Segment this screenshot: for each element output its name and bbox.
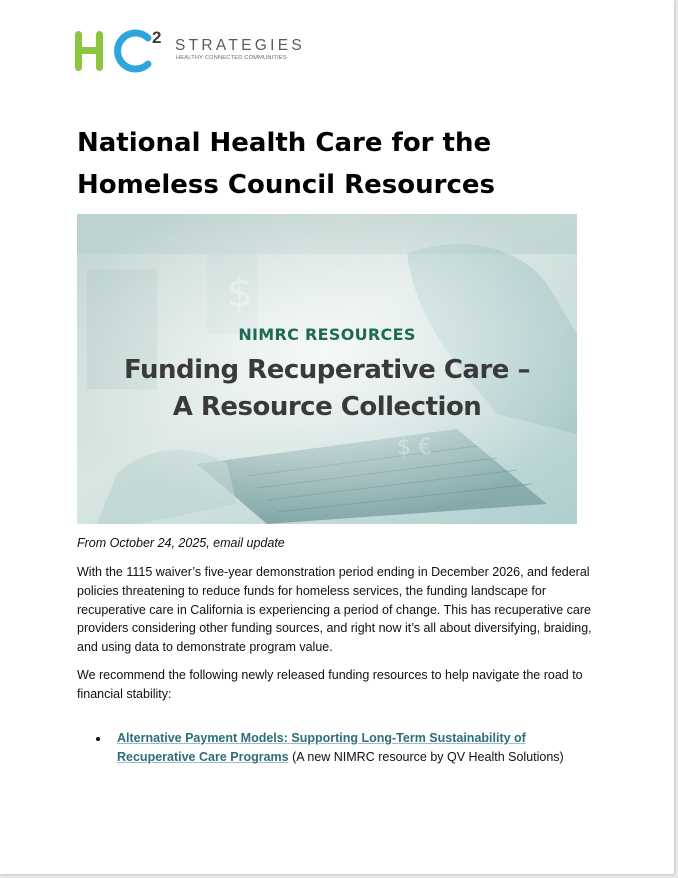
title-line-2: Homeless Council Resources	[77, 170, 495, 200]
resource-list	[96, 729, 596, 767]
email-dateline: From October 24, 2025, email update	[77, 536, 285, 550]
hero-heading-line-1: Funding Recuperative Care –	[124, 355, 530, 385]
document-title	[77, 122, 597, 206]
resource-note: (A new NIMRC resource by QV Health Solutions)	[288, 750, 564, 764]
logo-tagline: HEALTHY CONNECTED COMMUNITIES	[176, 55, 287, 61]
list-item	[96, 729, 596, 767]
hc2-strategies-logo	[74, 28, 314, 76]
body-paragraph-waiver: With the 1115 waiver’s five-year demonstration period ending in December 2026, and federal policies threatening to reduce funds for homeless services, the funding landscape for recuperative care in California is experiencing a period of change. This has recuperative care providers considering other funding sources, and right now it’s all about diversifying, braiding, and using data to demonstrate program value.	[77, 565, 592, 655]
hero-kicker-text: NIMRC RESOURCES	[238, 325, 416, 344]
body-paragraph-recommendation: We recommend the following newly released funding resources to help navigate the road to financial stability:	[77, 668, 583, 701]
logo-superscript: 2	[152, 28, 162, 47]
bullet-icon	[96, 737, 100, 741]
hero-heading-line-2: A Resource Collection	[172, 392, 482, 422]
title-line-1: National Health Care for the	[77, 128, 492, 158]
resource-link-alternative-payment-models[interactable]: Alternative Payment Models: Supporting Long-Term Sustainability of Recuperative Care Programs	[117, 731, 526, 764]
logo-brand-text: STRATEGIES	[175, 37, 306, 54]
hero-heading	[77, 352, 577, 426]
hero-banner-image	[77, 214, 577, 524]
